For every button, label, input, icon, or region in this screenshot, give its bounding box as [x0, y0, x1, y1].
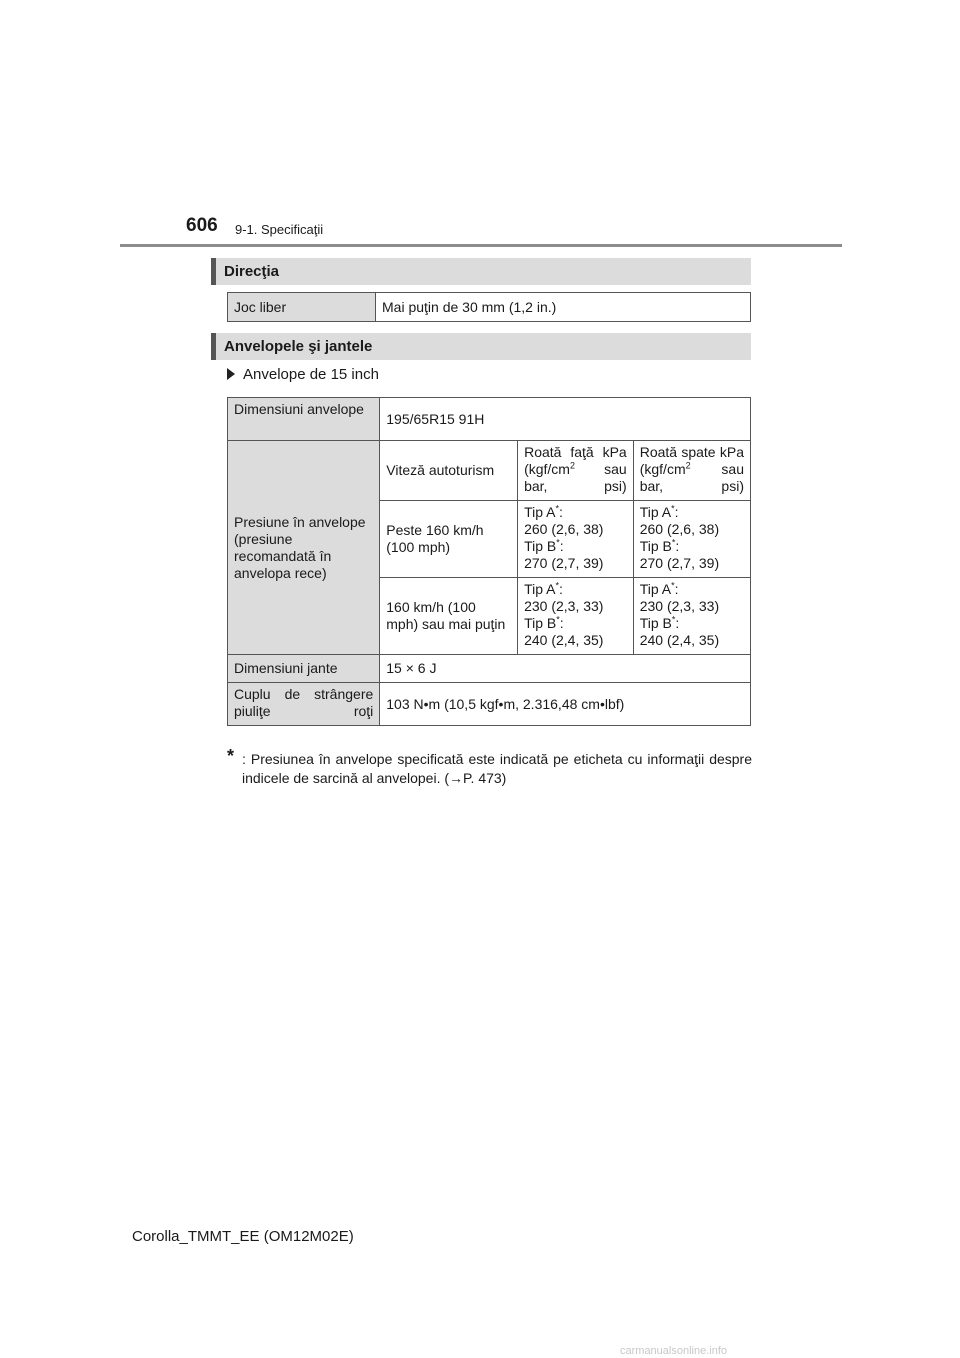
asterisk-icon: * — [227, 746, 235, 766]
pressure-value: 240 (2,4, 35) — [639, 632, 720, 648]
footnote — [227, 746, 752, 788]
watermark: carmanualsonline.info — [620, 1345, 728, 1357]
superscript: 2 — [685, 460, 691, 471]
chapter-title: 9-1. Specificaţii — [235, 222, 324, 237]
pressure-value: 260 (2,6, 38) — [524, 521, 604, 537]
free-play-label: Joc liber — [228, 293, 376, 322]
table-row — [228, 398, 751, 441]
asterisk-icon: * — [671, 537, 676, 548]
pressure-value: 270 (2,7, 39) — [639, 555, 720, 571]
header-divider — [120, 244, 842, 247]
rear-pressure-cell: Tip A*: 230 (2,3, 33) Tip B*: 240 (2,4, 35) — [633, 578, 750, 655]
section-heading-steering: Direcţia — [211, 258, 751, 285]
pressure-label: Presiune în anvelope (presiune recomandată în anvelopa rece) — [228, 441, 380, 655]
asterisk-icon: * — [671, 580, 675, 591]
type-label: Tip B — [524, 538, 557, 554]
asterisk-icon: * — [556, 614, 560, 625]
front-header-text: Roată faţă kPa (kgf/cm — [524, 444, 627, 477]
table-row — [228, 683, 751, 726]
rim-size-value: 15 × 6 J — [380, 655, 751, 683]
free-play-value: Mai puţin de 30 mm (1,2 in.) — [376, 293, 751, 322]
tire-size-subheading — [227, 366, 379, 383]
front-pressure-cell: Tip A*: 260 (2,6, 38) Tip B*: 270 (2,7, 39) — [518, 501, 634, 578]
table-row — [228, 441, 751, 501]
tires-table — [227, 397, 751, 726]
page-number: 606 — [186, 215, 218, 236]
type-label: Tip B — [639, 538, 672, 554]
section-heading-tires: Anvelopele şi jantele — [211, 333, 751, 360]
type-label: Tip A — [639, 504, 672, 520]
type-label: Tip A — [639, 581, 672, 597]
front-pressure-cell: Tip A*: 230 (2,3, 33) Tip B*: 240 (2,4, 35) — [518, 578, 634, 655]
rim-size-label: Dimensiuni jante — [228, 655, 380, 683]
type-label: Tip A — [524, 504, 556, 520]
pressure-value: 240 (2,4, 35) — [524, 632, 604, 648]
asterisk-icon: * — [555, 580, 559, 591]
pressure-value: 270 (2,7, 39) — [524, 555, 604, 571]
steering-table — [227, 292, 751, 322]
type-label: Tip B — [639, 615, 672, 631]
asterisk-icon: * — [671, 614, 676, 625]
superscript: 2 — [569, 460, 575, 471]
rear-header-text: sau bar, psi) — [639, 461, 744, 494]
table-row — [228, 293, 751, 322]
speed-column-header: Viteză autoturism — [380, 441, 518, 501]
rear-column-header — [633, 441, 750, 501]
rear-pressure-cell: Tip A*: 260 (2,6, 38) Tip B*: 270 (2,7, 39) — [633, 501, 750, 578]
torque-value: 103 N•m (10,5 kgf•m, 2.316,48 cm•lbf) — [380, 683, 751, 726]
asterisk-icon: * — [671, 503, 675, 514]
pressure-value: 260 (2,6, 38) — [639, 521, 720, 537]
front-header-text: sau bar, psi) — [524, 461, 627, 494]
document-footer: Corolla_TMMT_EE (OM12M02E) — [132, 1228, 354, 1245]
triangle-bullet-icon — [227, 368, 235, 380]
torque-label: Cuplu de strângere piuliţe roţi — [228, 683, 380, 726]
asterisk-icon: * — [556, 537, 560, 548]
pressure-value: 230 (2,3, 33) — [639, 598, 720, 614]
rear-header-text: Roată spate kPa (kgf/cm — [639, 444, 744, 477]
type-label: Tip A — [524, 581, 556, 597]
table-row — [228, 655, 751, 683]
asterisk-icon: * — [555, 503, 559, 514]
footnote-text: : Presiunea în anvelope specificată este indicată pe eticheta cu informaţii despre indicele de sarcină al anvelopei. (→P. 473) — [242, 751, 752, 786]
speed-cell: 160 km/h (100 mph) sau mai puţin — [380, 578, 518, 655]
tire-size-value: 195/65R15 91H — [380, 398, 751, 441]
front-column-header — [518, 441, 634, 501]
pressure-value: 230 (2,3, 33) — [524, 598, 604, 614]
type-label: Tip B — [524, 615, 557, 631]
tire-size-label: Dimensiuni anvelope — [228, 398, 380, 441]
subheading-text: Anvelope de 15 inch — [243, 366, 379, 383]
speed-cell: Peste 160 km/h (100 mph) — [380, 501, 518, 578]
